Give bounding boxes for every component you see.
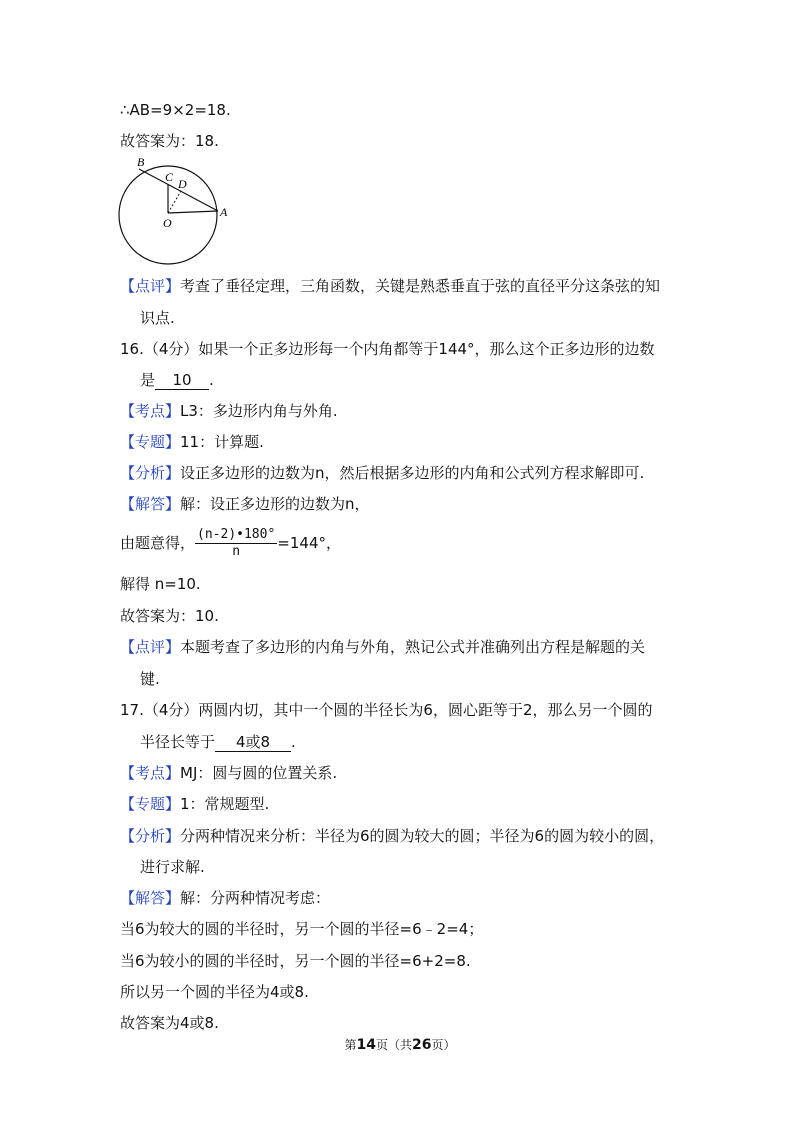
text: 是 [140,371,156,389]
tag-kaodian: 【考点】 [120,764,181,782]
label-b: B [137,155,145,169]
text-line: 所以另一个圆的半径为4或8. [120,983,309,1001]
label-c: C [165,170,174,184]
text: 页（共 [375,1038,412,1052]
tag-fenxi: 【分析】 [120,827,181,845]
fenxi-line [120,826,664,846]
text-line: 解得 n=10. [120,575,201,593]
segment-od [168,191,181,213]
label-o: O [163,216,172,230]
text: 页） [431,1038,456,1052]
label-d: D [178,177,187,191]
text-line: 键. [140,670,160,688]
text: 解：设正多边形的边数为n， [180,495,370,513]
text: L3：多边形内角与外角. [180,402,338,420]
tag-dianping: 【点评】 [120,638,181,656]
text-line: 识点. [140,309,175,327]
tag-zhuanti: 【专题】 [120,433,181,451]
answer-blank: 4或8 [215,733,291,752]
text-line: 故答案为4或8. [120,1014,219,1032]
question-17-stem-cont [140,732,296,752]
page-number: 14 [356,1037,376,1053]
numerator: (n-2)•180° [197,527,276,542]
text: MJ：圆与圆的位置关系. [180,764,338,782]
dianping-line [120,637,645,657]
zhuanti-line [120,794,269,814]
text: 半径长等于 [140,733,216,751]
tag-jieda: 【解答】 [120,495,181,513]
text-line: 故答案为：18. [120,132,219,150]
kaodian-line [120,763,337,783]
text: 11：计算题. [180,433,264,451]
text: 本题考查了多边形的内角与外角，熟记公式并准确列出方程是解题的关 [180,638,646,656]
text: =144°， [277,534,341,552]
text: . [291,733,296,751]
fraction [195,527,277,560]
circle-diagram [115,155,235,265]
text-line: 故答案为：10. [120,607,219,625]
zhuanti-line [120,432,264,452]
tag-jieda: 【解答】 [120,889,181,907]
kaodian-line [120,401,338,421]
answer-blank: 10 [155,371,209,390]
jieda-line [120,494,370,514]
text: 设正多边形的边数为n，然后根据多边形的内角和公式列方程求解即可. [180,464,645,482]
text: 1：常规题型. [180,795,270,813]
text: 分两种情况来分析：半径为6的圆为较大的圆；半径为6的圆为较小的圆， [180,827,665,845]
equation-line [120,526,341,560]
text-line: 进行求解. [140,858,205,876]
tag-kaodian: 【考点】 [120,402,181,420]
denominator: n [232,544,241,559]
tag-zhuanti: 【专题】 [120,795,181,813]
text-line: 当6为较小的圆的半径时，另一个圆的半径=6+2=8. [120,952,471,970]
tag-fenxi: 【分析】 [120,464,181,482]
question-16-stem-cont [140,370,214,390]
text-line: ∴AB=9×2=18. [120,101,231,119]
jieda-line [120,888,330,908]
page-total: 26 [412,1037,432,1053]
text: . [209,371,214,389]
question-16-stem: 16.（4分）如果一个正多边形每一个内角都等于144°，那么这个正多边形的边数 [120,340,655,358]
text-line: 当6为较大的圆的半径时，另一个圆的半径=6﹣2=4； [120,920,484,938]
text: 解：分两种情况考虑： [180,889,331,907]
question-17-stem: 17.（4分）两圆内切，其中一个圆的半径长为6，圆心距等于2，那么另一个圆的 [120,701,653,719]
comment-text: 考查了垂径定理，三角函数，关键是熟悉垂直于弦的直径平分这条弦的知 [180,277,661,295]
fenxi-line [120,463,644,483]
tag-dianping: 【点评】 [120,277,181,295]
segment-oa [168,211,218,213]
comment-line [120,276,660,296]
text: 由题意得， [120,534,196,552]
page-footer [0,1036,800,1053]
label-a: A [220,205,228,219]
text: 第 [344,1038,357,1052]
